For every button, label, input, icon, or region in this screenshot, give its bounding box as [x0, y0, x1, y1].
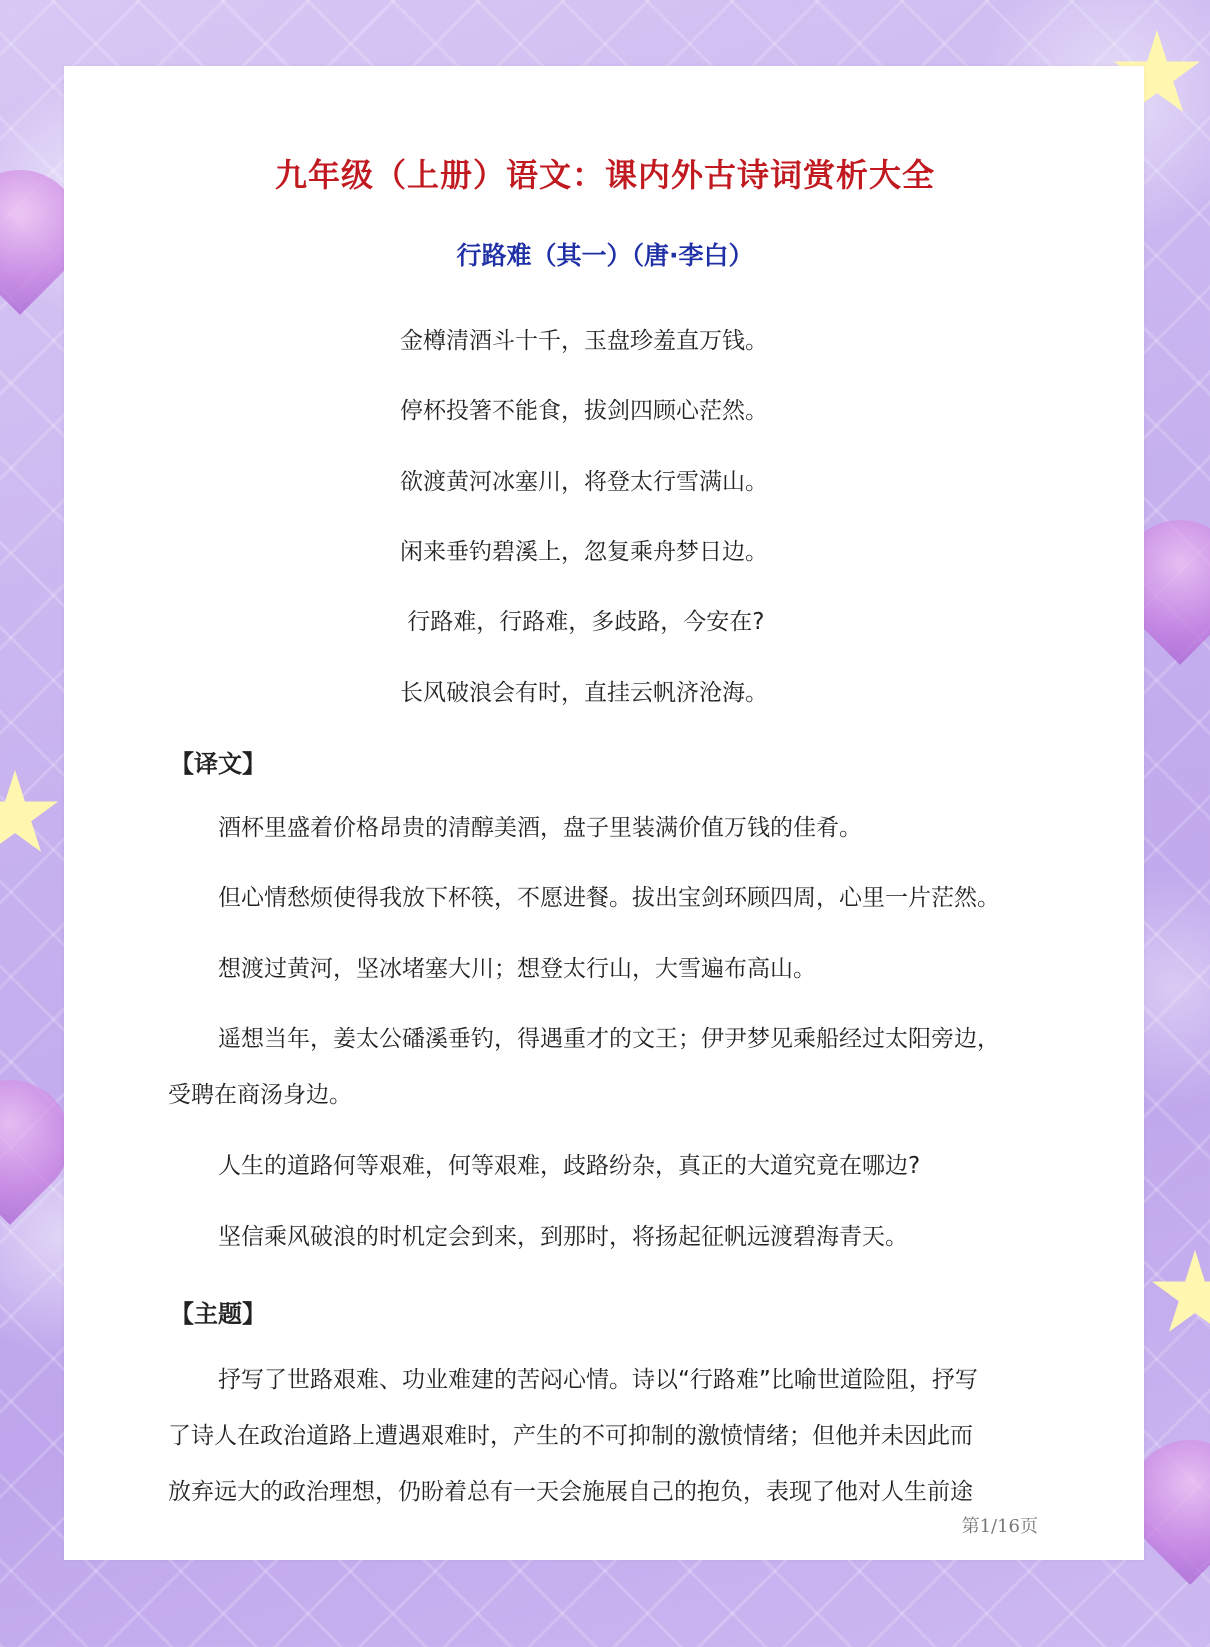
poem-line: 闲来垂钓碧溪上，忽复乘舟梦日边。 [400, 539, 768, 565]
poem-line: 长风破浪会有时，直挂云帆济沧海。 [400, 680, 768, 706]
poem-line: 欲渡黄河冰塞川，将登太行雪满山。 [400, 469, 768, 495]
translation-paragraph [168, 1011, 1038, 1123]
translation-paragraph [168, 941, 1038, 997]
translation-line: 但心情愁烦使得我放下杯筷，不愿进餐。拔出宝剑环顾四周，心里一片茫然。 [218, 885, 1000, 911]
theme-paragraph [168, 1352, 1038, 1520]
document-title: 九年级（上册）语文：课内外古诗词赏析大全 [274, 156, 935, 194]
translation-paragraph [168, 870, 1038, 926]
translation-line: 人生的道路何等艰难，何等艰难，歧路纷杂，真正的大道究竟在哪边? [218, 1153, 921, 1179]
translation-paragraph [168, 1138, 1038, 1194]
theme-line: 抒写了世路艰难、功业难建的苦闷心情。诗以“行路难”比喻世道险阻，抒写 [218, 1367, 978, 1393]
poem-title: 行路难（其一）（唐·李白） [456, 241, 754, 270]
translation-line: 坚信乘风破浪的时机定会到来，到那时，将扬起征帆远渡碧海青天。 [218, 1224, 908, 1250]
translation-heading: 【译文】 [170, 750, 266, 778]
theme-heading: 【主题】 [170, 1300, 266, 1328]
translation-line: 受聘在商汤身边。 [168, 1082, 352, 1108]
theme-line: 放弃远大的政治理想，仍盼着总有一天会施展自己的抱负，表现了他对人生前途 [168, 1479, 973, 1505]
translation-line: 酒杯里盛着价格昂贵的清醇美酒，盘子里装满价值万钱的佳肴。 [218, 815, 862, 841]
page-indicator: 第1/16页 [961, 1516, 1038, 1537]
poem-line: 金樽清酒斗十千，玉盘珍羞直万钱。 [400, 328, 768, 354]
translation-paragraph [168, 1209, 1038, 1265]
star-decoration-icon [1150, 1250, 1210, 1340]
theme-line: 了诗人在政治道路上遭遇艰难时，产生的不可抑制的激愤情绪；但他并未因此而 [168, 1423, 973, 1449]
poem-line: 行路难，行路难，多歧路，今安在? [400, 609, 765, 635]
poem-line: 停杯投箸不能食，拔剑四顾心茫然。 [400, 398, 768, 424]
translation-line: 想渡过黄河，坚冰堵塞大川；想登太行山，大雪遍布高山。 [218, 956, 816, 982]
translation-paragraph [168, 800, 1038, 856]
translation-line: 遥想当年，姜太公磻溪垂钓，得遇重才的文王；伊尹梦见乘船经过太阳旁边， [218, 1026, 1000, 1052]
star-decoration-icon [0, 770, 60, 860]
